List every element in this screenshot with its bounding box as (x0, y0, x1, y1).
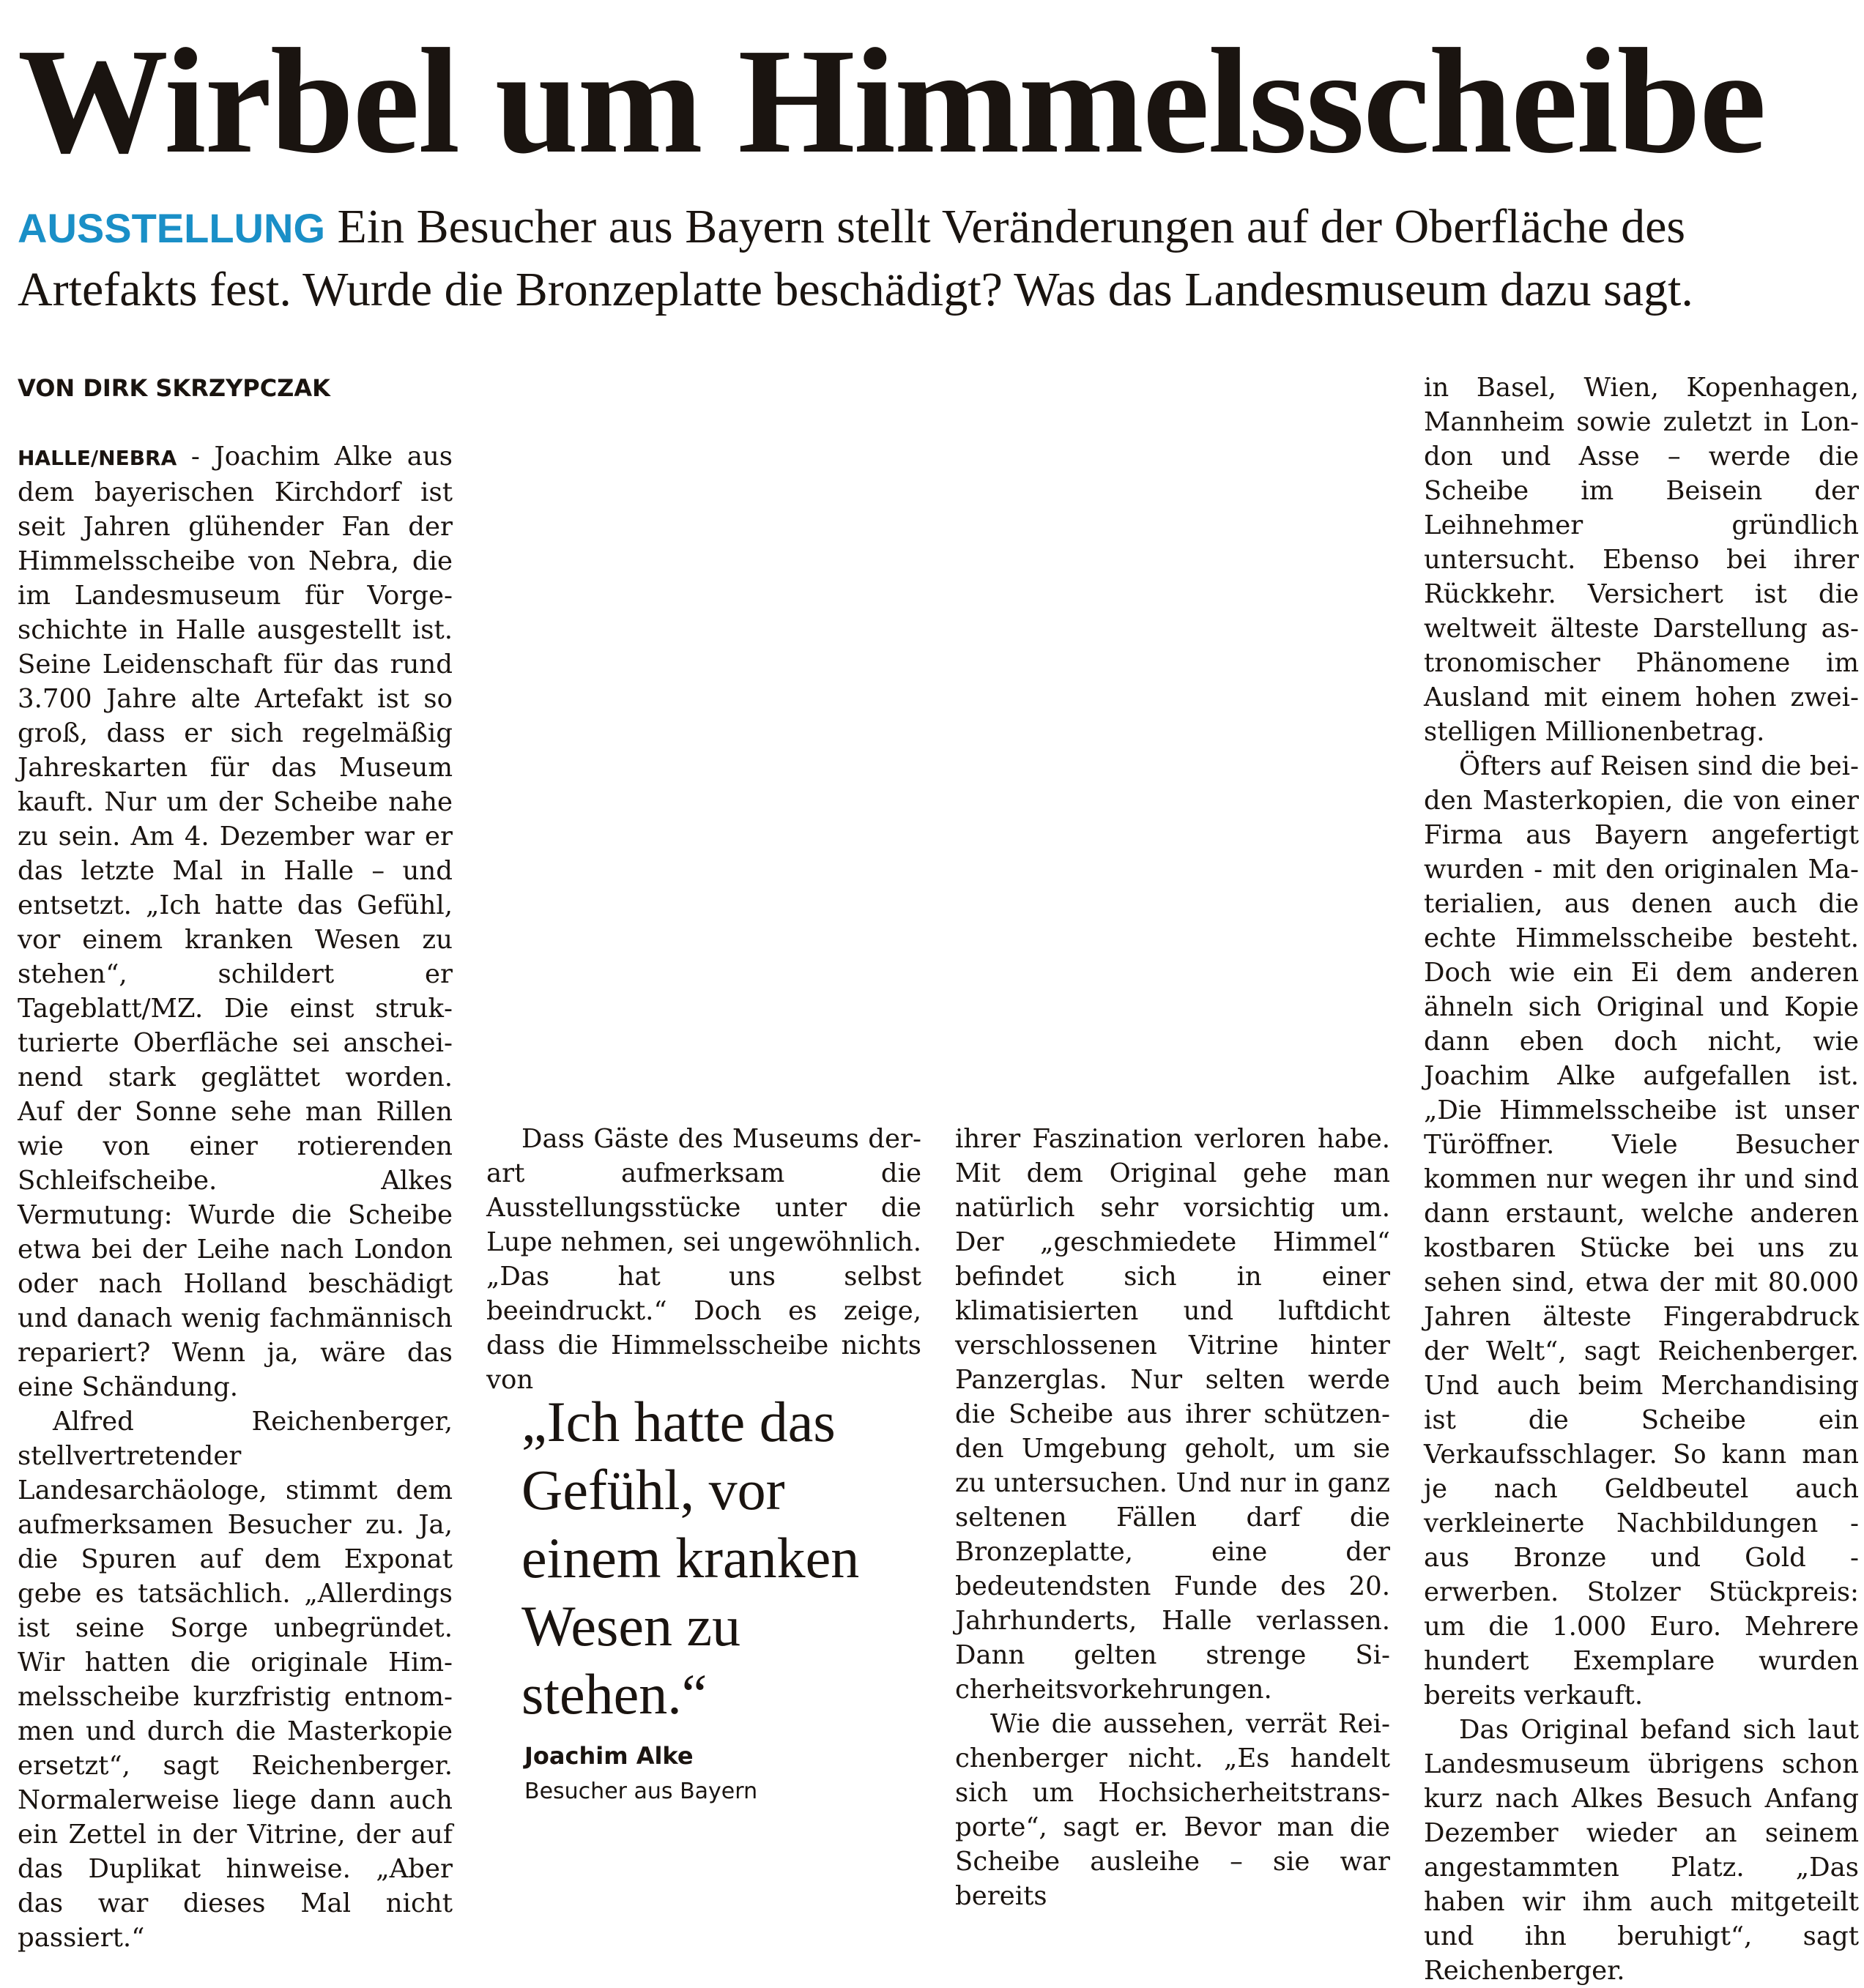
column-2-paragraph-1: Dass Gäste des Museums derart aufmerksam die Ausstellungsstücke unter die Lupe nehmen, sei ungewöhnlich. „Das hat uns selbst beeindruckt.“ Doch es zeige, dass die Himmelsscheibe nichts von (486, 1124, 921, 1395)
pull-quote-author: Joachim Alke (524, 1742, 694, 1770)
column-4-paragraph-2: Öfters auf Reisen sind die beiden Masterkopien, die von einer Firma aus Bayern angefertigt wurden - mit den originalen Materialien, aus denen auch die echte Himmelsscheibe besteht. Doch wie ein Ei dem anderen ähneln sich Original und Kopie dann eben doch nicht, wie Joachim Alke aufgefallen ist. „Die Himmelsscheibe ist unser Türöffner. Viele Besucher kommen nur wegen ihr und sind dann erstaunt, welche anderen kostbaren Stücke bei uns zu sehen sind, etwa der mit 80.000 Jahren älteste Fingerabdruck der Welt“, sagt Reichenberger. Und auch beim Merchandising ist die Scheibe ein Verkaufsschlager. So kann man je nach Geldbeutel auch verkleinerte Nachbildungen - aus Bronze und Gold - erwerben. Stolzer Stückpreis: um die 1.000 Euro. Mehrere hundert Exemplare wurden bereits verkauft. (1424, 751, 1859, 1710)
column-4-paragraph-3: Das Original befand sich laut Landesmuseum übrigens schon kurz nach Alkes Besuch Anfang Dezember wieder an seinem angestammten Platz. „Das haben wir ihm auch mitgeteilt und ihn beruhigt“, sagt Reichenberger. (1424, 1715, 1859, 1986)
pull-quote-author-role: Besucher aus Bayern (524, 1779, 758, 1804)
kicker-label: AUSSTELLUNG (18, 205, 325, 251)
column-1-paragraph-1 (18, 439, 453, 1404)
article-column-4 (1424, 371, 1859, 1988)
article-column-2 (486, 1122, 921, 1397)
subhead-text: Ein Besucher aus Bayern stellt Veränderungen auf der Oberfläche des Artefakts fest. Wurde die Bronzeplatte beschädigt? Was das Landesmuseum dazu sagt. (18, 200, 1693, 316)
article-column-1 (18, 439, 453, 1955)
column-1-paragraph-1-text: - Joachim Alke aus dem bayerischen Kirchdorf ist seit Jahren glühender Fan der Himmelsscheibe von Nebra, die im Landesmuseum für Vorgeschichte in Halle ausgestellt ist. Seine Leidenschaft für das rund 3.700 Jahre alte Artefakt ist so groß, dass er sich regelmäßig Jahreskarten für das Museum kauft. Nur um der Scheibe nahe zu sein. Am 4. Dezember war er das letzte Mal in Halle – und entsetzt. „Ich hatte das Gefühl, vor einem kranken Wesen zu stehen“, schildert er Tageblatt/MZ. Die einst strukturierte Oberfläche sei anscheinend stark geglättet worden. Auf der Sonne sehe man Rillen wie von einer rotierenden Schleifscheibe. Alkes Vermutung: Wurde die Scheibe etwa bei der Leihe nach London oder nach Holland beschädigt und danach wenig fachmännisch repariert? Wenn ja, wäre das eine Schändung. (18, 442, 453, 1402)
column-3-paragraph-1: ihrer Faszination verloren habe. Mit dem Original gehe man natürlich sehr vorsichtig um. Der „geschmiedete Himmel“ befindet sich in einer klimatisierten und luftdicht verschlossenen Vitrine hinter Panzerglas. Nur selten werde die Scheibe aus ihrer schützenden Umgebung geholt, um sie zu untersuchen. Und nur in ganz seltenen Fällen darf die Bronzeplatte, eine der bedeutendsten Funde des 20. Jahrhunderts, Halle verlassen. Dann gelten strenge Sicherheitsvorkehrungen. (955, 1124, 1390, 1705)
column-4-paragraph-1: in Basel, Wien, Kopenhagen, Mannheim sowie zuletzt in London und Asse – werde die Scheibe im Beisein der Leihnehmer gründlich untersucht. Ebenso bei ihrer Rückkehr. Versichert ist die weltweit älteste Darstellung astronomischer Phänomene im Ausland mit einem hohen zweistelligen Millionenbetrag. (1424, 373, 1859, 747)
column-3-paragraph-2: Wie die aussehen, verrät Reichenberger nicht. „Es handelt sich um Hochsicherheitstransporte“, sagt er. Bevor man die Scheibe ausleihe – sie war bereits (955, 1709, 1390, 1911)
column-1-paragraph-2: Alfred Reichenberger, stellvertretender Landesarchäologe, stimmt dem aufmerksamen Besucher zu. Ja, die Spuren auf dem Exponat gebe es tatsächlich. „Allerdings ist seine Sorge unbegründet. Wir hatten die originale Himmelsscheibe kurzfristig entnommen und durch die Masterkopie ersetzt“, sagt Reichenberger. Normalerweise liege dann auch ein Zettel in der Vitrine, der auf das Duplikat hinweise. „Aber das war dieses Mal nicht passiert.“ (18, 1407, 453, 1953)
headline: Wirbel um Himmelsscheibe (18, 17, 1765, 185)
article-column-3 (955, 1122, 1390, 1913)
subheadline (18, 196, 1849, 321)
dateline: HALLE/NEBRA (18, 446, 177, 470)
pull-quote: „Ich hatte das Gefühl, vor einem kranken Wesen zu stehen.“ (521, 1390, 860, 1726)
byline: VON DIRK SKRZYPCZAK (18, 374, 330, 402)
